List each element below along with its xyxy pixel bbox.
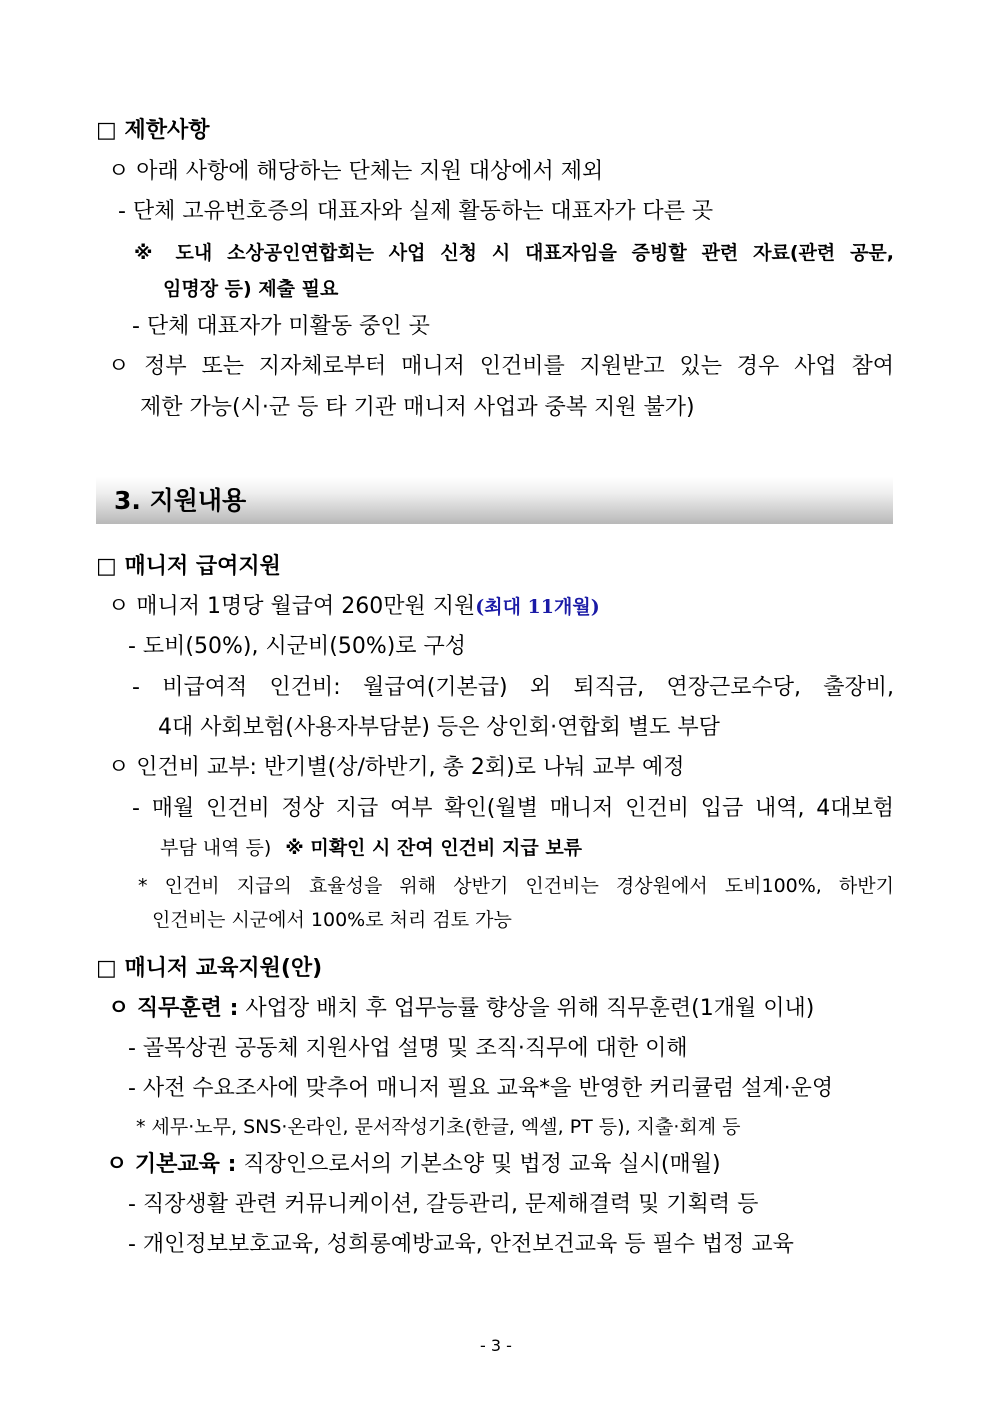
section-title-restrictions: □ 제한사항 bbox=[96, 118, 210, 143]
salary-note-line-2: 인건비는 시군에서 100%로 처리 검토 가능 bbox=[152, 909, 512, 931]
restriction-item-2-line-2: 제한 가능(시·군 등 타 기관 매니저 사업과 중복 지원 불가) bbox=[140, 395, 695, 420]
education-item-1-sub-1: - 골목상권 공동체 지원사업 설명 및 조직·직무에 대한 이해 bbox=[128, 1036, 688, 1061]
restriction-note-line-2: 임명장 등) 제출 필요 bbox=[163, 278, 339, 300]
education-item-1-note: * 세무·노무, SNS·온라인, 문서작성기초(한글, 엑셀, PT 등), 지출·회계 등 bbox=[136, 1116, 741, 1138]
restriction-item-1: ㅇ 아래 사항에 해당하는 단체는 지원 대상에서 제외 bbox=[108, 159, 604, 184]
restriction-item-1-sub-2: - 단체 대표자가 미활동 중인 곳 bbox=[132, 314, 430, 339]
salary-item-1-sub-2-line-2: 4대 사회보험(사용자부담분) 등은 상인회·연합회 별도 부담 bbox=[158, 715, 720, 740]
education-item-1-sub-2: - 사전 수요조사에 맞추어 매니저 필요 교육*을 반영한 커리큘럼 설계·운영 bbox=[128, 1076, 834, 1101]
salary-item-2-sub-1-line-2-text: 부담 내역 등) bbox=[160, 837, 272, 859]
restriction-note-line-1: ※ 도내 소상공인연합회는 사업 신청 시 대표자임을 증빙할 관련 자료(관련 공문, bbox=[134, 242, 894, 264]
salary-item-2-sub-1-line-2-note: ※ 미확인 시 잔여 인건비 지급 보류 bbox=[285, 837, 583, 859]
salary-item-1-sub-2-line-1: - 비급여적 인건비: 월급여(기본급) 외 퇴직금, 연장근로수당, 출장비, bbox=[132, 675, 894, 700]
education-item-2-sub-1: - 직장생활 관련 커뮤니케이션, 갈등관리, 문제해결력 및 기획력 등 bbox=[128, 1192, 759, 1217]
salary-item-2-sub-1-line-2 bbox=[160, 833, 582, 863]
section-heading-bar bbox=[96, 477, 893, 524]
section-title-salary: □ 매니저 급여지원 bbox=[96, 554, 281, 579]
salary-item-1-text: ㅇ 매니저 1명당 월급여 260만원 지원 bbox=[108, 594, 476, 619]
page-number: - 3 - bbox=[480, 1336, 512, 1355]
education-item-2-text: 직장인으로서의 기본소양 및 법정 교육 실시(매월) bbox=[243, 1152, 721, 1177]
salary-item-2: ㅇ 인건비 교부: 반기별(상/하반기, 총 2회)로 나눠 교부 예정 bbox=[108, 755, 685, 780]
salary-item-1-sub-1: - 도비(50%), 시군비(50%)로 구성 bbox=[128, 634, 467, 659]
education-item-1-label: ㅇ 직무훈련 : bbox=[108, 996, 239, 1021]
education-item-2-sub-2: - 개인정보보호교육, 성희롱예방교육, 안전보건교육 등 필수 법정 교육 bbox=[128, 1232, 794, 1257]
salary-note-line-1: * 인건비 지급의 효율성을 위해 상반기 인건비는 경상원에서 도비100%, 하반기 bbox=[138, 875, 894, 897]
education-item-2-label: ㅇ 기본교육 : bbox=[106, 1152, 237, 1177]
salary-item-1 bbox=[108, 592, 600, 622]
education-item-2 bbox=[106, 1150, 721, 1180]
section-title-education: □ 매니저 교육지원(안) bbox=[96, 956, 323, 981]
section-heading: 3. 지원내용 bbox=[114, 486, 247, 515]
restriction-item-1-sub-1: - 단체 고유번호증의 대표자와 실제 활동하는 대표자가 다른 곳 bbox=[118, 199, 714, 224]
salary-item-2-sub-1-line-1: - 매월 인건비 정상 지급 여부 확인(월별 매니저 인건비 입금 내역, 4대보험 bbox=[132, 796, 894, 821]
salary-item-1-highlight: (최대 11개월) bbox=[475, 596, 600, 618]
education-item-1-text: 사업장 배치 후 업무능률 향상을 위해 직무훈련(1개월 이내) bbox=[245, 996, 815, 1021]
education-item-1 bbox=[108, 994, 814, 1024]
restriction-item-2-line-1: ㅇ 정부 또는 지자체로부터 매니저 인건비를 지원받고 있는 경우 사업 참여 bbox=[108, 354, 894, 379]
